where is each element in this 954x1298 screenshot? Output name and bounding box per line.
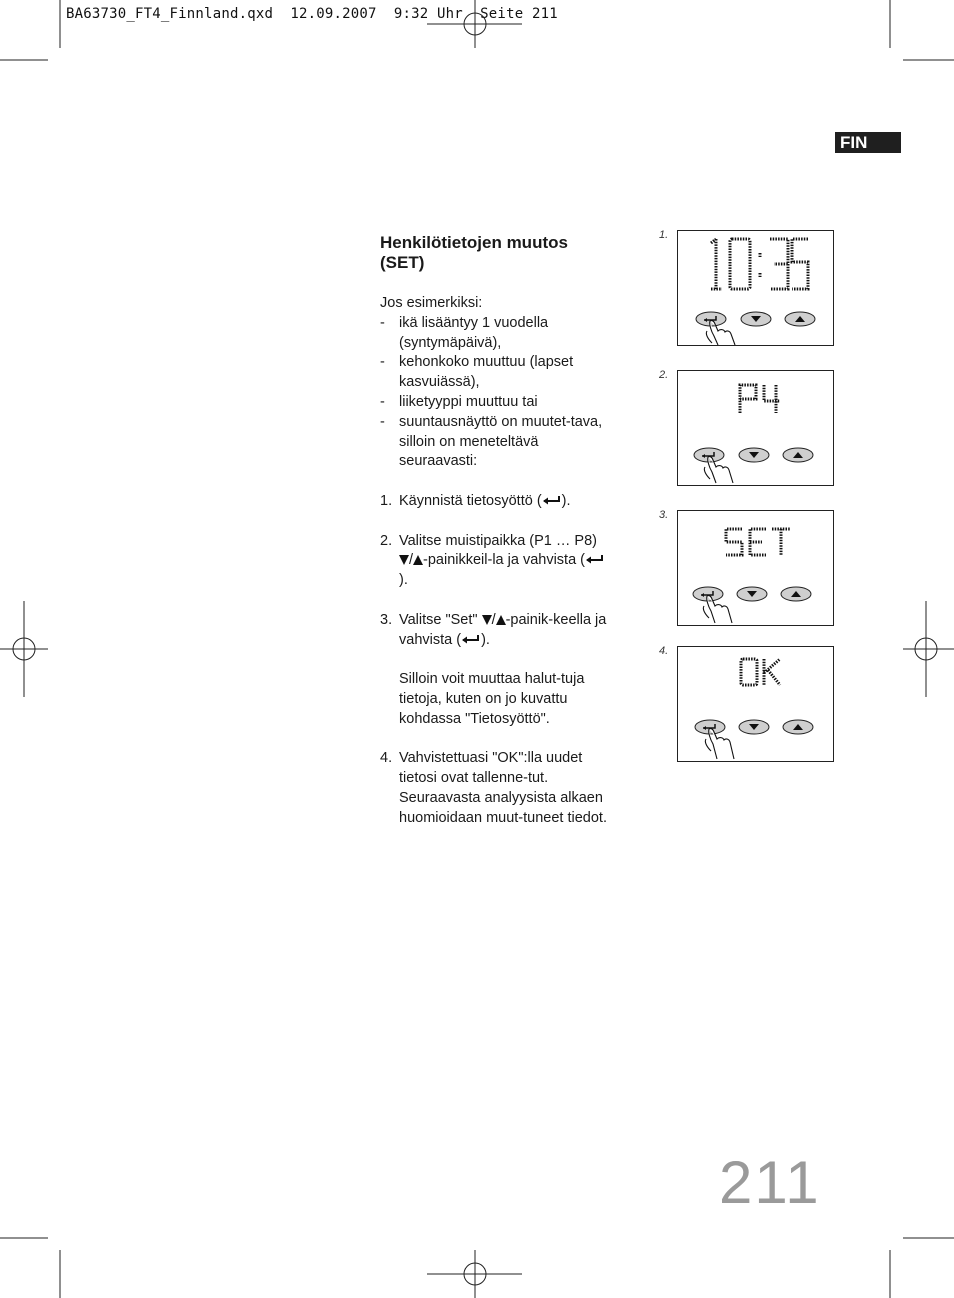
figure-label: 2.	[659, 369, 669, 381]
up-arrow-icon	[413, 555, 423, 565]
lcd-display	[678, 511, 833, 625]
bullet-item: - suuntausnäyttö on muutet-tava, silloin on meneteltävä seuraavasti:	[380, 413, 603, 470]
display-figure-3	[677, 510, 834, 626]
section-heading: Henkilötietojen muutos (SET)	[380, 233, 568, 272]
step-1: 1. Käynnistä tietosyöttö ( ).	[380, 492, 571, 509]
bullet-item: - ikä lisääntyy 1 vuodella (syntymäpäivä),	[380, 314, 549, 351]
display-figure-2	[677, 370, 834, 486]
down-arrow-icon	[482, 615, 492, 625]
language-tab: FIN	[835, 132, 901, 153]
bullet-item: - kehonkoko muuttuu (lapset kasvuiässä),	[380, 354, 574, 391]
bullet-item: - liiketyyppi muuttuu tai	[380, 393, 538, 410]
display-figure-1	[677, 230, 834, 346]
registration-mark-icon	[903, 601, 954, 697]
figure-label: 1.	[659, 229, 669, 241]
down-arrow-icon	[399, 555, 409, 565]
registration-mark-icon	[0, 601, 48, 697]
enter-icon	[542, 495, 562, 505]
lcd-display	[678, 371, 833, 485]
print-slug: BA63730_FT4_Finnland.qxd 12.09.2007 9:32 Uhr Seite 211	[66, 6, 558, 22]
page-number: 211	[719, 1149, 821, 1216]
registration-mark-icon	[427, 1250, 522, 1298]
registration-mark-icon	[427, 0, 522, 48]
step-3: 3. Valitse "Set" / -painik-keella ja vahvista ( ).	[380, 611, 607, 648]
step-2: 2. Valitse muistipaikka (P1 … P8) / -painikkeil-la ja vahvista ().	[380, 532, 610, 591]
enter-icon	[461, 634, 481, 644]
display-figure-4	[677, 646, 834, 762]
figure-label: 3.	[659, 509, 669, 521]
lcd-display	[678, 231, 833, 345]
enter-icon	[585, 554, 605, 564]
instructions-body	[380, 294, 610, 829]
up-arrow-icon	[496, 615, 506, 625]
step-4: 4. Vahvistettuasi "OK":lla uudet tietosi ovat tallenne-tut. Seuraavasta analyysista alkaen huomioidaan muut-tuneet tiedot.	[380, 750, 607, 826]
figure-label: 4.	[659, 645, 669, 657]
intro-text: Jos esimerkiksi:	[380, 295, 483, 311]
lcd-display	[678, 647, 833, 761]
step-3-note: Silloin voit muuttaa halut-tuja tietoja, kuten on jo kuvattu kohdassa "Tietosyöttö".	[399, 671, 585, 727]
pointing-hand-icon	[705, 729, 734, 759]
